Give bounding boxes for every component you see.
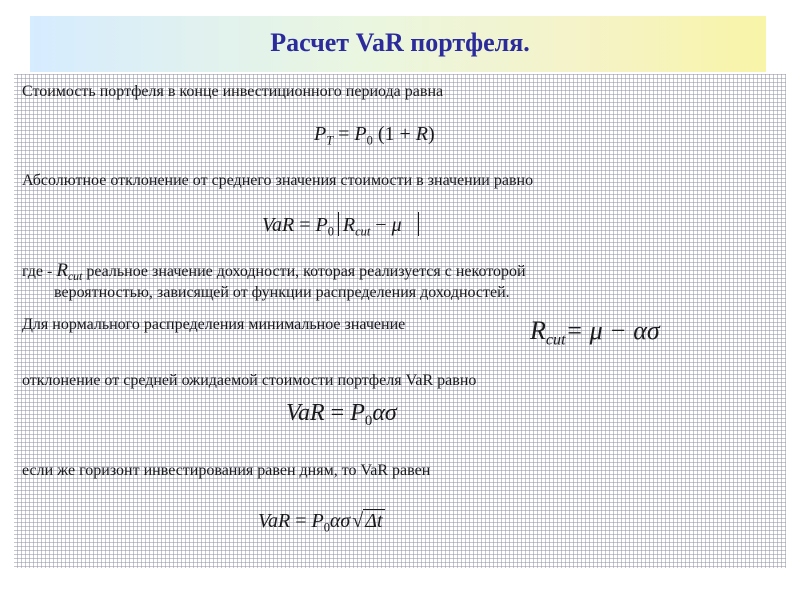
formula-var-normal-p-sub: 0 [364,413,373,430]
rcut-inline-r: R [56,260,68,281]
formula-var-abs-eq: = [294,214,316,236]
formula-rcut-sub: cut [545,331,566,349]
abs-bar-left [338,212,339,236]
formula-pt [314,123,435,148]
formula-var-horizon-var: VaR [258,510,291,532]
text-line-horizon: если же горизонт инвестирования равен дням, то VaR равен [22,462,431,479]
abs-bar-right [418,212,419,236]
text-line-absolute-deviation: Абсолютное отклонение от среднего значения стоимости в значении равно [22,172,534,189]
text-line-portfolio-value: Стоимость портфеля в конце инвестиционного периода равна [22,83,444,100]
text-line-expected-deviation: отклонение от средней ожидаемой стоимости портфеля VaR равно [22,372,477,389]
formula-var-abs-mu: μ [391,214,402,236]
formula-var-normal-eq: = [324,400,351,426]
sqrt-icon: √ [352,510,364,532]
formula-var-normal-p: P [350,400,365,426]
formula-rcut [530,316,660,350]
text-line-normal-distribution: Для нормального распределения минимальное значение [22,316,406,333]
formula-var-horizon-tail: ασ [329,510,351,532]
rcut-inline [56,260,83,284]
where-suffix: реальное значение доходности, которая реализуется с некоторой [82,263,526,280]
formula-var-horizon-eq: = [290,510,312,532]
formula-var-abs-r: R [342,214,356,236]
formula-var-horizon-p-sub: 0 [323,520,330,535]
formula-var-abs-var: VaR [262,214,295,236]
formula-pt-p: P [354,123,367,145]
formula-rcut-rhs: = μ − ασ [565,316,660,345]
formula-pt-eq: = [333,123,355,145]
formula-var-normal [286,400,397,430]
formula-var-horizon [258,510,385,535]
formula-pt-open: (1 + [372,123,416,145]
formula-pt-lhs-sub: T [326,133,334,148]
formula-rcut-r: R [530,316,546,345]
formula-pt-close: ) [428,123,435,145]
rcut-inline-sub: cut [67,270,83,284]
formula-var-abs-r-sub: cut [355,224,371,239]
formula-pt-p-sub: 0 [366,133,373,148]
formula-var-normal-tail: ασ [372,400,397,426]
text-line-probability: вероятностью, зависящей от функции распределения доходностей. [54,284,510,301]
formula-var-horizon-p: P [311,510,324,532]
slide-title: Расчет VaR портфеля. [270,28,530,57]
formula-var-abs [262,212,423,239]
formula-pt-r: R [415,123,428,145]
formula-var-normal-var: VaR [286,400,325,426]
text-line-where [22,260,526,284]
formula-var-abs-minus: − [370,214,392,236]
where-prefix: где - [22,263,57,280]
formula-var-abs-p: P [315,214,328,236]
formula-var-horizon-root: Δt [365,510,383,532]
formula-pt-lhs: P [314,123,327,145]
formula-var-abs-p-sub: 0 [327,224,334,239]
